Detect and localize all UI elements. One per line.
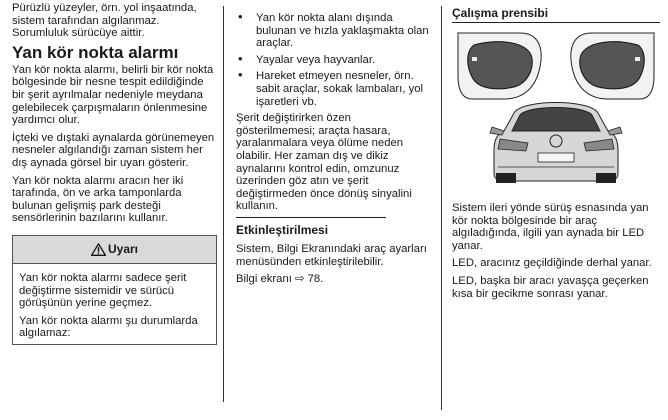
principle-paragraph-1: Sistem ileri yönde sürüş esnasında yan kör nokta bölgesinde bir araç algıladığında, ilgili yan aynada bir LED yanar. [452, 202, 649, 252]
warning-box [12, 235, 217, 345]
warning-triangle-icon [91, 243, 106, 256]
activation-paragraph: Sistem, Bilgi Ekranındaki araç ayarları menüsünden etkinleştirilebilir. [236, 242, 427, 268]
caution-paragraph: Şerit değiştirirken özen gösterilmemesi; araçta hasara, yaralanmalara veya ölüme neden olabilir. Her zaman dış ve dikiz aynalarını kontrol edin, omzunuz üzerinden göz atın ve şerit değiştirmeden önce dönüş sinyalini kullanın. [236, 112, 412, 213]
principle-paragraph-3: LED, başka bir aracı yavaşça geçerken kısa bir gecikme sonrası yanar. [452, 274, 649, 300]
car-mirror-illustration [452, 27, 660, 187]
heading-rule [236, 217, 386, 218]
principle-heading: Çalışma prensibi [452, 6, 549, 20]
warning-text-1: Yan kör nokta alarmı sadece şerit değiştirme sistemidir ve sürücü görüşünün yerine geçmez. [19, 271, 187, 310]
car-rear-view [490, 103, 622, 184]
led-indicator-icon [635, 57, 640, 61]
exception-list [236, 12, 432, 108]
list-item: • Yayalar veya hayvanlar. [236, 54, 432, 67]
principle-paragraph-2: LED, aracınız geçildiğinde derhal yanar. [452, 257, 652, 270]
left-mirror-inset [458, 33, 541, 99]
warning-label: Uyarı [107, 242, 139, 257]
warning-body [13, 264, 216, 344]
info-display-reference: Bilgi ekranı ⇨ 78. [236, 273, 324, 286]
warning-header [13, 236, 216, 264]
list-item: • Hareket etmeyen nesneler, örn. sabit araçlar, sokak lambaları, yol işaretleri vb. [236, 70, 432, 108]
section-title: Yan kör nokta alarmı [12, 42, 179, 62]
column-divider-2 [441, 6, 442, 410]
body-paragraph-3: Yan kör nokta alarmı aracın her iki tarafında, ön ve arka tamponlarda bulunan gelişmiş park desteği sensörlerinin bazılarını kullanır. [12, 174, 184, 225]
led-indicator-icon [472, 57, 477, 61]
column-2 [236, 0, 432, 420]
right-mirror-inset [571, 33, 654, 99]
column-3 [452, 0, 660, 420]
intro-paragraph: Pürüzlü yüzeyler, örn. yol inşaatında, sistem tarafından algılanmaz. Sorumluluk sürücüye aittir. [12, 2, 197, 40]
column-divider-1 [223, 6, 224, 402]
warning-text-2: Yan kör nokta alarmı şu durumlarda algılamaz: [19, 314, 198, 340]
activation-heading: Etkinleştirilmesi [236, 222, 329, 237]
column-1 [12, 0, 217, 420]
list-item: • Yan kör nokta alanı dışında bulunan ve hızla yaklaşmakta olan araçlar. [236, 12, 432, 50]
body-paragraph-2: İçteki ve dıştaki aynalarda görünemeyen nesneler algılandığı zaman sistem her dış aynada görsel bir uyarı gösterir. [12, 131, 215, 169]
body-paragraph-1: Yan kör nokta alarmı, belirli bir kör nokta bölgesinde bir nesne tespit edildiğinde bir şerit ayrılmalar nedeniyle meydana gelebilecek çarpışmaların önlenmesine yardımcı olur. [12, 63, 214, 127]
heading-rule [452, 22, 660, 23]
